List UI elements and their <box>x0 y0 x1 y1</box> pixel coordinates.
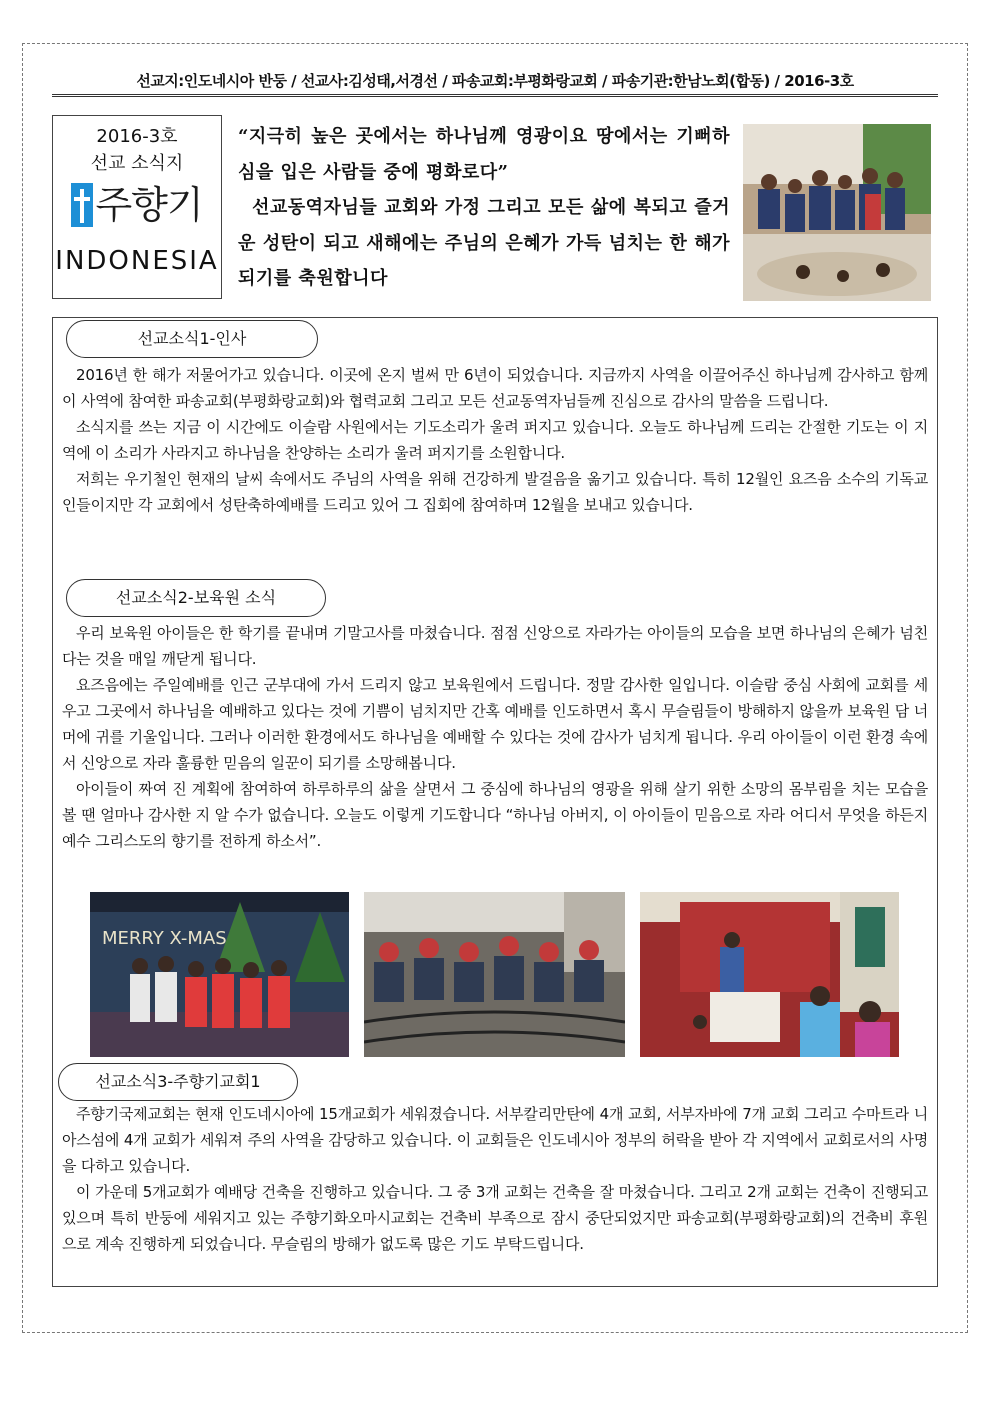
section-title-2: 선교소식2-보육원 소식 <box>66 579 326 617</box>
masthead <box>52 115 222 299</box>
paragraph: 요즈음에는 주일예배를 인근 군부대에 가서 드리지 않고 보육원에서 드립니다. 정말 감사한 일입니다. 이슬람 중심 사회에 교회를 세우고 그곳에서 하나님을 예배하고 있다는 것에 기쁨이 넘치지만 간혹 예배를 인도하면서 혹시 무슬림들이 방해하지 않을까 보육원 담 너머에 귀를 기울입니다. 그러나 이러한 환경에서도 하나님을 예배할 수 있다는 것에 감사가 넘치게 됩니다. 우리 아이들이 이런 환경 속에서 신앙으로 자라 훌륭한 믿음의 일꾼이 되기를 소망해봅니다. <box>62 676 928 772</box>
scripture-quote: “지극히 높은 곳에서는 하나님께 영광이요 땅에서는 기뻐하심을 입은 사람들 중에 평화로다” <box>238 126 730 183</box>
section-1-body <box>62 362 928 518</box>
section-title-1: 선교소식1-인사 <box>66 320 318 358</box>
cross-icon <box>71 183 93 227</box>
banner-text: MERRY X-MAS <box>102 928 227 949</box>
header-info-line: 선교지:인도네시아 반둥 / 선교사:김성태,서경선 / 파송교회:부평화랑교회 / 파송기관:한남노회(합동) / 2016-3호 <box>52 68 938 97</box>
paragraph: 이 가운데 5개교회가 예배당 건축을 진행하고 있습니다. 그 중 3개 교회는 건축을 잘 마쳤습니다. 그리고 2개 교회는 건축이 진행되고 있으며 특히 반둥에 세워지고 있는 주향기화오마시교회는 건축비 부족으로 잠시 중단되었지만 파송교회(부평화랑교회)의 건축비 후원으로 계속 진행하게 되었습니다. 무슬림의 방해가 없도록 많은 기도 부탁드립니다. <box>62 1183 928 1253</box>
paragraph: 주향기국제교회는 현재 인도네시아에 15개교회가 세워졌습니다. 서부칼리만탄에 4개 교회, 서부자바에 7개 교회 그리고 수마트라 니아스섬에 4개 교회가 세워져 주의 사역을 감당하고 있습니다. 이 교회들은 인도네시아 정부의 허락을 받아 각 지역에서 교회로서의 사명을 다하고 있습니다. <box>62 1105 928 1175</box>
blessing-text: 선교동역자님들 교회와 가정 그리고 모든 삶에 복되고 즐거운 성탄이 되고 새해에는 주님의 은혜가 가득 넘치는 한 해가 되기를 축원합니다 <box>238 197 730 289</box>
newsletter-subtitle: 선교 소식지 <box>90 153 184 174</box>
paragraph: 소식지를 쓰는 지금 이 시간에도 이슬람 사원에서는 기도소리가 울려 퍼지고 있습니다. 오늘도 하나님께 드리는 간절한 기도는 이 지역에 이 소리가 사라지고 하나님을 찬양하는 소리가 울려 퍼지기를 소원합니다. <box>62 418 928 462</box>
country-label: INDONESIA <box>55 246 219 276</box>
section-3-body <box>62 1101 928 1257</box>
paragraph: 2016년 한 해가 저물어가고 있습니다. 이곳에 온지 벌써 만 6년이 되었습니다. 지금까지 사역을 이끌어주신 하나님께 감사하고 함께 이 사역에 참여한 파송교회(부평화랑교회)와 협력교회 그리고 모든 선교동역자님들께 진심으로 감사의 말씀을 드립니다. <box>62 366 928 410</box>
paragraph: 저희는 우기철인 현재의 날씨 속에서도 주님의 사역을 위해 건강하게 발걸음을 옮기고 있습니다. 특히 12월인 요즈음 소수의 기독교인들이지만 각 교회에서 성탄축하예배를 드리고 있어 그 집회에 참여하며 12월을 보내고 있습니다. <box>62 470 928 514</box>
christmas-performance-photo <box>90 892 349 1057</box>
logo-text: 주향기 <box>95 183 203 227</box>
christmas-service-photo <box>640 892 899 1057</box>
group-photo <box>743 124 931 301</box>
issue-number: 2016-3호 <box>96 126 178 147</box>
christmas-greeting <box>238 119 730 297</box>
paragraph: 우리 보육원 아이들은 한 학기를 끝내며 기말고사를 마쳤습니다. 점점 신앙으로 자라가는 아이들의 모습을 보면 하나님의 은혜가 넘친다는 것을 매일 깨닫게 됩니다. <box>62 624 928 668</box>
logo <box>53 180 221 230</box>
paragraph: 아이들이 짜여 진 계획에 참여하여 하루하루의 삶을 살면서 그 중심에 하나님의 영광을 위해 살기 위한 소망의 몸부림을 치는 모습을 볼 땐 얼마나 감사한 지 알 수가 없습니다. 오늘도 이렇게 기도합니다 “하나님 아버지, 이 아이들이 믿음으로 자라 어디서 무엇을 하든지 예수 그리스도의 향기를 전하게 하소서”. <box>62 780 928 850</box>
section-2-body <box>62 620 928 854</box>
congregation-photo <box>364 892 625 1057</box>
section-title-3: 선교소식3-주향기교회1 <box>58 1063 298 1101</box>
